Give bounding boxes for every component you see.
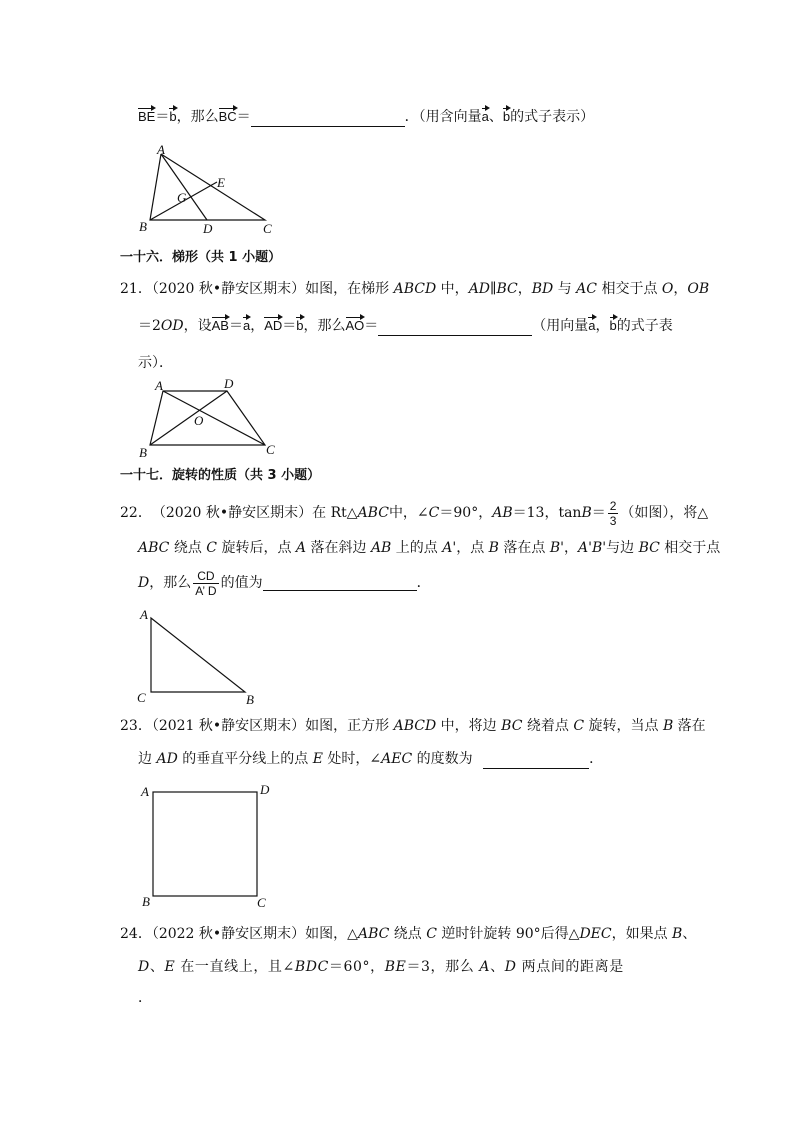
q21-diagonal-ac <box>163 391 265 445</box>
q21-label-a: A <box>155 378 163 393</box>
fraction-cd-over-ad: $\frac{CD}{A’ D}$ <box>195 568 217 598</box>
q20-label-g: G <box>177 190 187 205</box>
q21-line-2: ＝2OD，设AB＝a，AD＝b，那么AO＝ （用向量a，b的式子表 <box>138 318 673 334</box>
answer-blank-q21[interactable] <box>378 321 532 336</box>
answer-blank-q22[interactable] <box>263 576 417 591</box>
vector-ao: AO <box>346 316 365 336</box>
q20-figure <box>135 140 285 240</box>
q23-label-b: B <box>142 894 150 908</box>
q23-label-a: A <box>141 784 149 799</box>
q20-label-b: B <box>139 219 147 234</box>
q21-line-3: 示）． <box>138 355 173 371</box>
vector-b: b <box>169 107 176 127</box>
section-16-title: 一十六．梯形（共 1 小题） <box>120 250 282 265</box>
q23-label-c: C <box>257 895 266 908</box>
q22-label-b: B <box>246 692 254 706</box>
q23-square <box>153 792 257 896</box>
q21-label-c: C <box>266 442 275 457</box>
q22-label-a: A <box>140 607 148 622</box>
section-17-title: 一十七．旋转的性质（共 3 小题） <box>120 468 321 483</box>
q23-figure <box>138 780 288 908</box>
vector-ab: AB <box>212 316 229 336</box>
answer-blank-q23[interactable] <box>483 754 589 769</box>
q22-label-c: C <box>137 690 146 705</box>
q20-label-e: E <box>217 175 225 190</box>
q20-tail-line: BE＝b，那么BC＝ ．（用含向量a、b的式子表示） <box>138 109 595 125</box>
answer-blank-q20[interactable] <box>251 112 405 127</box>
q22-figure <box>133 606 273 706</box>
q21-label-o: O <box>194 413 204 428</box>
q21-label-d: D <box>224 376 234 391</box>
q23-line-2: 边 AD 的垂直平分线上的点 E 处时，∠AEC 的度数为 ． <box>138 751 604 767</box>
q24-line-1: 24．（2022 秋•静安区期末）如图，△ABC 绕点 C 逆时针旋转 90°后得△DEC，如果点 B、 <box>120 926 697 942</box>
vector-be: BE <box>138 107 155 127</box>
q20-label-d: D <box>203 221 213 236</box>
q24-line-2: D、E 在一直线上，且∠BDC＝60°，BE＝3，那么 A、D 两点间的距离是 <box>138 959 624 975</box>
vector-bc: BC <box>219 107 237 127</box>
vector-ad: AD <box>264 316 282 336</box>
q21-line-1: 21．（2020 秋•静安区期末）如图，在梯形 ABCD 中，AD∥BC，BD 与 AC 相交于点 O，OB <box>120 281 710 297</box>
q21-trapezoid <box>150 391 265 445</box>
q20-label-c: C <box>263 221 272 236</box>
fraction-two-thirds: $\frac{2}{3}$ <box>609 498 617 528</box>
q22-right-triangle <box>151 618 245 692</box>
q22-line-1: 22． （2020 秋•静安区期末） 在 Rt△ ABC 中，∠ C ＝90°， AB ＝13，tan B ＝ $\frac{2}{3}$ （如图），将△ <box>120 498 709 528</box>
q22-line-3: D ，那么 $\frac{CD}{A’ D}$ 的值为 ． <box>138 568 431 598</box>
q24-line-3: ． <box>138 990 152 1006</box>
q21-label-b: B <box>139 445 147 460</box>
q23-line-1: 23．（2021 秋•静安区期末）如图，正方形 ABCD 中，将边 BC 绕着点 C 旋转，当点 B 落在 <box>120 718 706 734</box>
q23-label-d: D <box>260 782 270 797</box>
q22-line-2: ABC 绕点 C 旋转后，点 A 落在斜边 AB 上的点 A'，点 B 落在点 B'，A'B'与边 BC 相交于点 <box>138 540 721 556</box>
q20-label-a: A <box>157 142 165 157</box>
q21-figure <box>135 373 285 463</box>
